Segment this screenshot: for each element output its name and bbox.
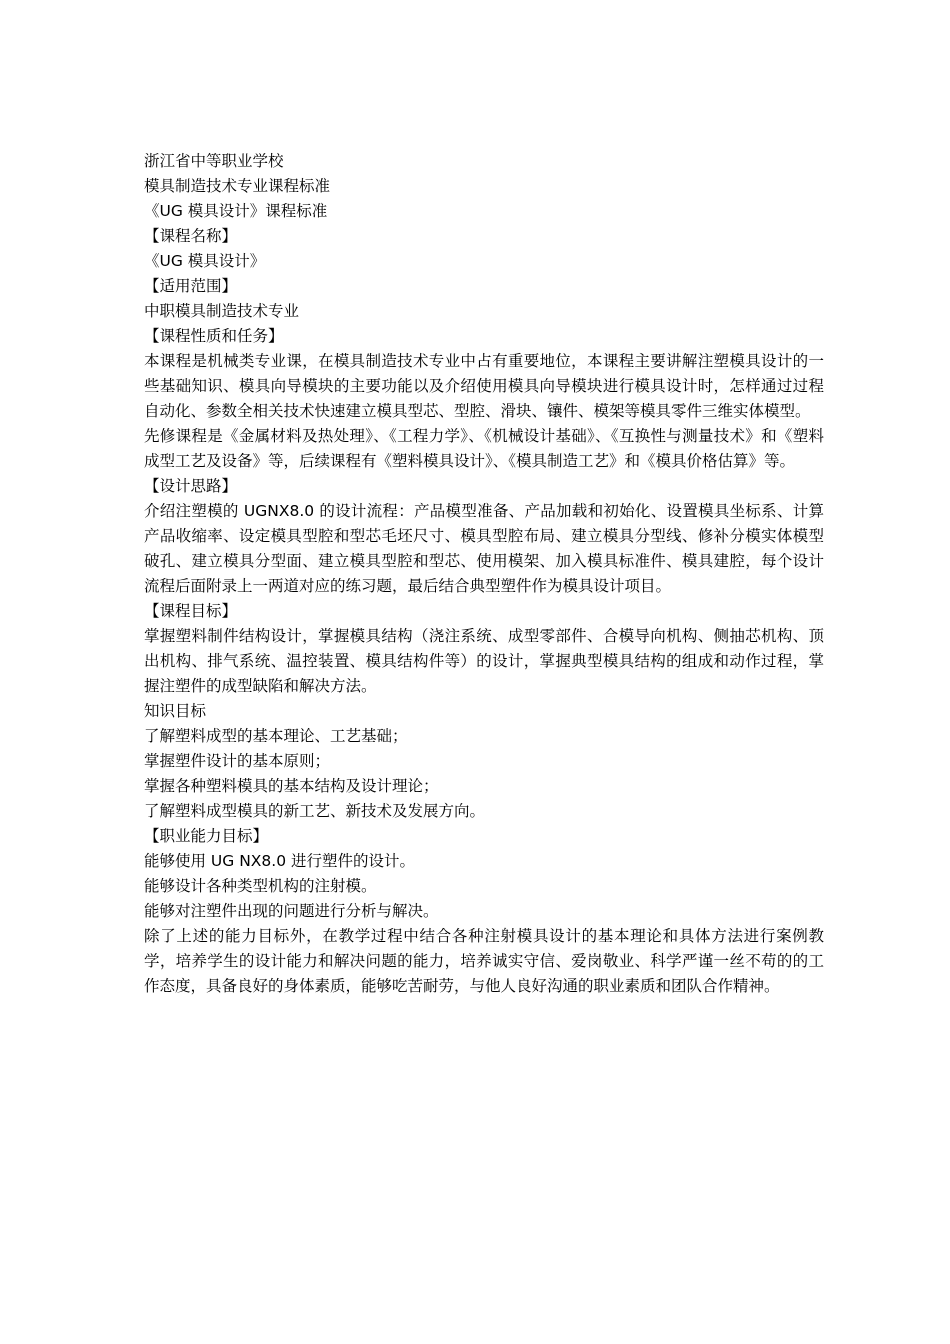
knowledge-item: 掌握各种塑料模具的基本结构及设计理论； [144,777,439,795]
course-standard-title: 《UG 模具设计》课程标准 [144,202,328,220]
course-name-heading: 【课程名称】 [144,227,238,245]
ability-item: 能够使用 UG NX8.0 进行塑件的设计。 [144,852,416,870]
design-paragraph: 介绍注塑模的 UGNX8.0 的设计流程：产品模型准备、产品加载和初始化、设置模具坐标系、计算产品收缩率、设定模具型腔和型芯毛坯尺寸、模具型腔布局、建立模具分型线、修补分模实体模型破孔、建立模具分型面、建立模具型腔和型芯、使用模架、加入模具标准件、模具建腔，每个设计流程后面附录上一两道对应的练习题，最后结合典型塑件作为模具设计项目。 [144,502,824,595]
ability-item: 能够对注塑件出现的问题进行分析与解决。 [144,902,439,920]
ability-heading: 【职业能力目标】 [144,827,269,845]
knowledge-item: 了解塑料成型模具的新工艺、新技术及发展方向。 [144,802,486,820]
document-body [144,149,824,999]
scope-heading: 【适用范围】 [144,277,238,295]
knowledge-heading: 知识目标 [144,702,207,720]
program-standard-title: 模具制造技术专业课程标准 [144,177,331,195]
school-name: 浙江省中等职业学校 [144,152,284,170]
goal-paragraph: 掌握塑料制件结构设计，掌握模具结构（浇注系统、成型零部件、合模导向机构、侧抽芯机构、顶出机构、排气系统、温控装置、模具结构件等）的设计，掌握典型模具结构的组成和动作过程，掌握注塑件的成型缺陷和解决方法。 [144,627,824,695]
goal-heading: 【课程目标】 [144,602,238,620]
knowledge-item: 掌握塑件设计的基本原则； [144,752,331,770]
ability-item: 能够设计各种类型机构的注射模。 [144,877,377,895]
knowledge-item: 了解塑料成型的基本理论、工艺基础； [144,727,408,745]
course-name: 《UG 模具设计》 [144,252,266,270]
nature-heading: 【课程性质和任务】 [144,327,284,345]
scope-text: 中职模具制造技术专业 [144,302,300,320]
ability-paragraph: 除了上述的能力目标外，在教学过程中结合各种注射模具设计的基本理论和具体方法进行案例教学，培养学生的设计能力和解决问题的能力，培养诚实守信、爱岗敬业、科学严谨一丝不苟的的工作态度，具备良好的身体素质，能够吃苦耐劳，与他人良好沟通的职业素质和团队合作精神。 [144,927,824,995]
design-heading: 【设计思路】 [144,477,238,495]
nature-paragraph-1: 本课程是机械类专业课，在模具制造技术专业中占有重要地位，本课程主要讲解注塑模具设计的一些基础知识、模具向导模块的主要功能以及介绍使用模具向导模块进行模具设计时，怎样通过过程自动化、参数全相关技术快速建立模具型芯、型腔、滑块、镶件、模架等模具零件三维实体模型。 [144,352,824,420]
nature-paragraph-2: 先修课程是《金属材料及热处理》、《工程力学》、《机械设计基础》、《互换性与测量技术》和《塑料成型工艺及设备》等，后续课程有《塑料模具设计》、《模具制造工艺》和《模具价格估算》等。 [144,427,824,470]
